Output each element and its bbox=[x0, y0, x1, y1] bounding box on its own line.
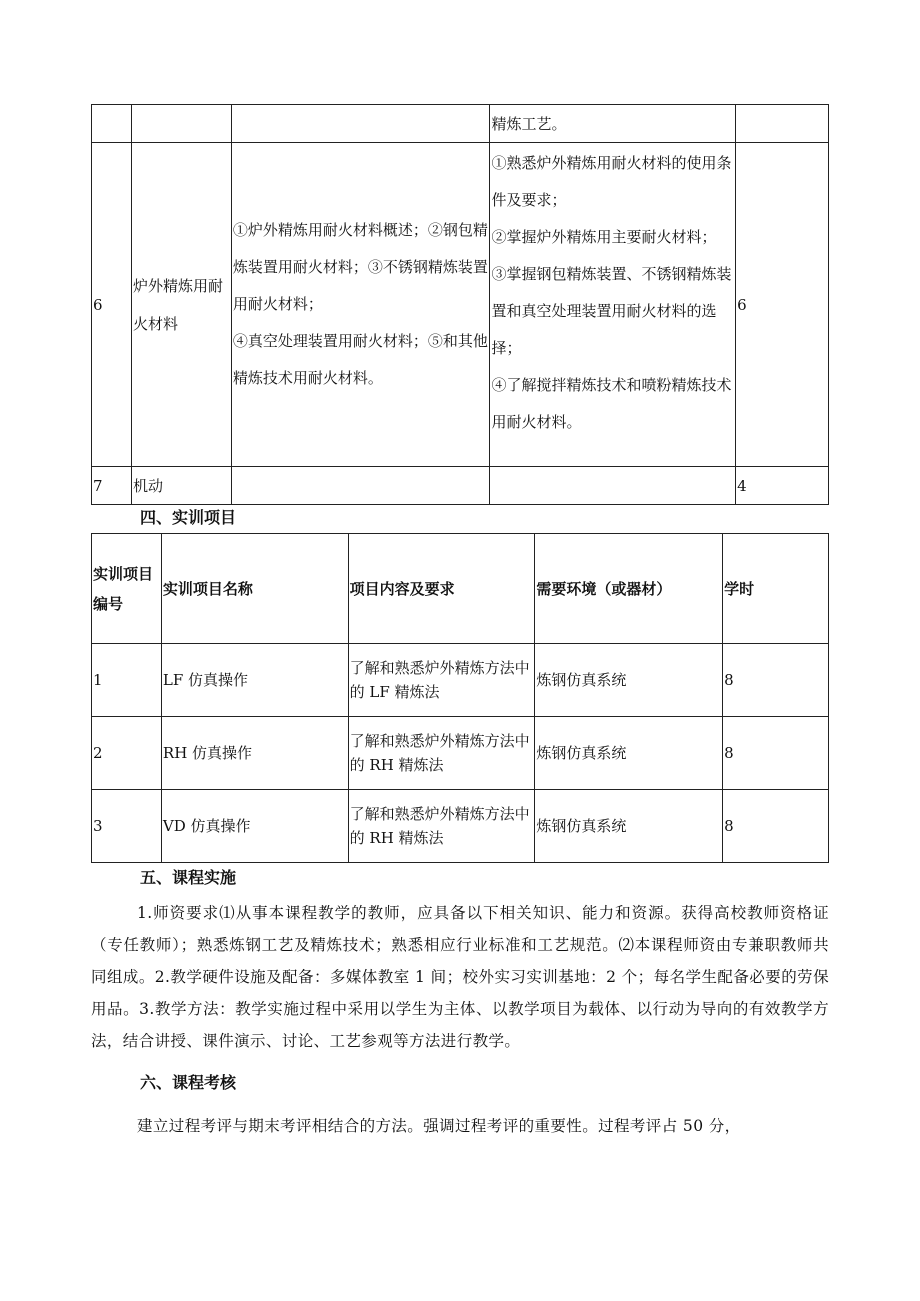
row-goals: 精炼工艺。 bbox=[490, 105, 736, 143]
project-content: 了解和熟悉炉外精炼方法中的 LF 精炼法 bbox=[348, 644, 535, 717]
row-goals bbox=[490, 467, 736, 505]
row-hours bbox=[736, 105, 829, 143]
goal-line: ②掌握炉外精炼用主要耐火材料； bbox=[491, 228, 717, 246]
table-row bbox=[92, 790, 829, 863]
project-name: VD 仿真操作 bbox=[161, 790, 348, 863]
goal-line: ①熟悉炉外精炼用耐火材料的使用条件及要求； bbox=[491, 154, 732, 209]
row-goals bbox=[490, 143, 736, 467]
project-hours: 8 bbox=[723, 790, 829, 863]
header-env: 需要环境（或器材） bbox=[535, 534, 723, 644]
assessment-paragraph: 建立过程考评与期末考评相结合的方法。强调过程考评的重要性。过程考评占 50 分， bbox=[137, 1117, 741, 1135]
header-name: 实训项目名称 bbox=[161, 534, 348, 644]
table-row bbox=[92, 467, 829, 505]
row-content bbox=[231, 467, 490, 505]
header-content: 项目内容及要求 bbox=[348, 534, 535, 644]
project-content: 了解和熟悉炉外精炼方法中的 RH 精炼法 bbox=[348, 790, 535, 863]
header-id: 实训项目编号 bbox=[92, 534, 162, 644]
header-hours: 学时 bbox=[723, 534, 829, 644]
section-heading-training: 四、实训项目 bbox=[140, 508, 237, 527]
project-name: RH 仿真操作 bbox=[161, 717, 348, 790]
row-number: 7 bbox=[92, 467, 132, 505]
project-env: 炼钢仿真系统 bbox=[535, 644, 723, 717]
section-heading-implementation: 五、课程实施 bbox=[140, 868, 237, 887]
row-hours: 6 bbox=[736, 143, 829, 467]
project-hours: 8 bbox=[723, 644, 829, 717]
project-name: LF 仿真操作 bbox=[161, 644, 348, 717]
project-id: 3 bbox=[92, 790, 162, 863]
project-content: 了解和熟悉炉外精炼方法中的 RH 精炼法 bbox=[348, 717, 535, 790]
project-id: 2 bbox=[92, 717, 162, 790]
row-title: 机动 bbox=[131, 467, 231, 505]
implementation-paragraph: 1.师资要求⑴从事本课程教学的教师，应具备以下相关知识、能力和资源。获得高校教师资格证（专任教师）；熟悉炼钢工艺及精炼技术；熟悉相应行业标准和工艺规范。⑵本课程师资由专兼职教师共同组成。2.教学硬件设施及配备：多媒体教室 1 间；校外实习实训基地：2 个；每名学生配备必要的劳保用品。3.教学方法：教学实施过程中采用以学生为主体、以教学项目为载体、以行动为导向的有效教学方法，结合讲授、课件演示、讨论、工艺参观等方法进行教学。 bbox=[91, 904, 829, 1050]
project-hours: 8 bbox=[723, 717, 829, 790]
row-number bbox=[92, 105, 132, 143]
row-hours: 4 bbox=[736, 467, 829, 505]
table-row bbox=[92, 717, 829, 790]
table-row bbox=[92, 143, 829, 467]
outline-table bbox=[91, 104, 829, 505]
content-line: ④真空处理装置用耐火材料；⑤和其他精炼技术用耐火材料。 bbox=[232, 332, 488, 387]
content-line: ①炉外精炼用耐火材料概述；②钢包精炼装置用耐火材料；③不锈钢精炼装置用耐火材料； bbox=[232, 221, 488, 313]
goal-line: ④了解搅拌精炼技术和喷粉精炼技术用耐火材料。 bbox=[491, 376, 732, 431]
table-row bbox=[92, 105, 829, 143]
project-env: 炼钢仿真系统 bbox=[535, 790, 723, 863]
row-content bbox=[231, 105, 490, 143]
table-header-row bbox=[92, 534, 829, 644]
training-table bbox=[91, 533, 829, 863]
row-content bbox=[231, 143, 490, 467]
project-id: 1 bbox=[92, 644, 162, 717]
row-title bbox=[131, 105, 231, 143]
section-heading-assessment: 六、课程考核 bbox=[140, 1073, 237, 1092]
goal-line: ③掌握钢包精炼装置、不锈钢精炼装置和真空处理装置用耐火材料的选择； bbox=[491, 265, 732, 357]
table-row bbox=[92, 644, 829, 717]
row-title: 炉外精炼用耐火材料 bbox=[131, 143, 231, 467]
row-number: 6 bbox=[92, 143, 132, 467]
project-env: 炼钢仿真系统 bbox=[535, 717, 723, 790]
